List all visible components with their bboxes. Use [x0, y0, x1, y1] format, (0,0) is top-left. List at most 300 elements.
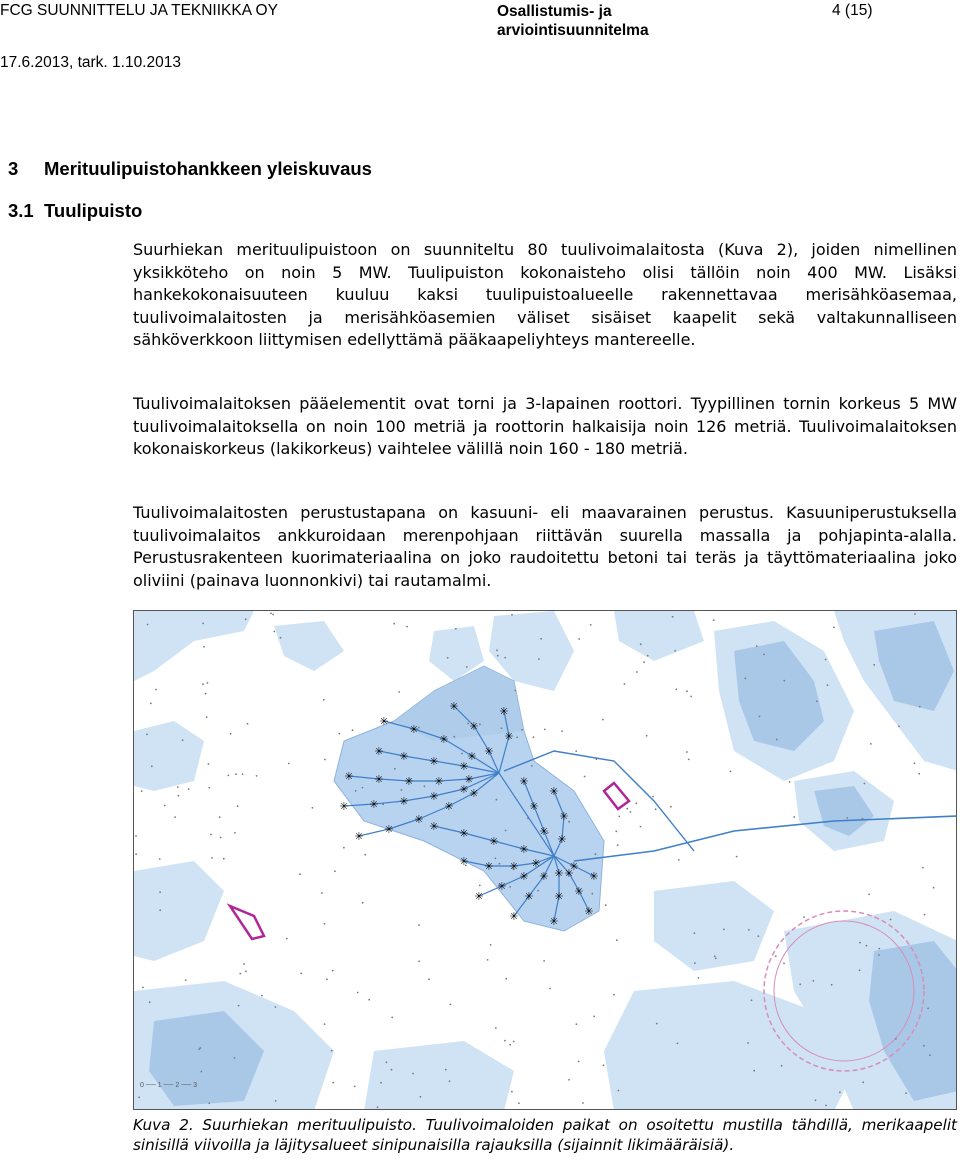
depth-dot — [825, 1105, 827, 1107]
depth-dot — [521, 729, 523, 731]
depth-dot — [870, 743, 872, 745]
turbine-star: ✳ — [574, 885, 584, 898]
turbine-star: ✳ — [379, 715, 389, 728]
depth-dot — [495, 858, 497, 860]
depth-dot — [286, 938, 288, 940]
turbine-star: ✳ — [469, 720, 479, 733]
depth-dot — [496, 799, 498, 801]
depth-dot — [584, 776, 586, 778]
depth-dot — [247, 723, 249, 725]
depth-dot — [714, 955, 716, 957]
depth-dot — [211, 857, 213, 859]
depth-dot — [261, 995, 263, 997]
depth-dot — [918, 773, 920, 775]
depth-dot — [428, 978, 430, 980]
turbine-star: ✳ — [509, 860, 519, 873]
depth-dot — [424, 785, 426, 787]
depth-dot — [355, 790, 357, 792]
depth-dot — [242, 773, 244, 775]
depth-dot — [324, 923, 326, 925]
turbine-star: ✳ — [354, 830, 364, 843]
turbine-star: ✳ — [464, 773, 474, 786]
depth-dot — [678, 859, 680, 861]
turbine-star: ✳ — [509, 910, 519, 923]
depth-dot — [324, 759, 326, 761]
depth-dot — [578, 1061, 580, 1063]
depth-dot — [207, 682, 209, 684]
depth-dot — [636, 671, 638, 673]
depth-dot — [672, 616, 674, 618]
depth-dot — [210, 834, 212, 836]
turbine-star: ✳ — [374, 745, 384, 758]
depth-dot — [827, 684, 829, 686]
turbine-star: ✳ — [459, 827, 469, 840]
depth-dot — [656, 1023, 658, 1025]
depth-dot — [504, 1040, 506, 1042]
depth-dot — [300, 973, 302, 975]
depth-dot — [362, 902, 364, 904]
depth-dot — [338, 733, 340, 735]
depth-dot — [595, 853, 597, 855]
depth-dot — [188, 788, 190, 790]
depth-dot — [905, 1092, 907, 1094]
depth-dot — [490, 944, 492, 946]
turbine-star: ✳ — [484, 745, 494, 758]
depth-dot — [736, 856, 738, 858]
depth-dot — [205, 693, 207, 695]
page-number: 4 (15) — [832, 2, 873, 19]
depth-dot — [406, 626, 408, 628]
depth-dot — [747, 1042, 749, 1044]
turbine-star: ✳ — [459, 783, 469, 796]
depth-dot — [455, 628, 457, 630]
depth-dot — [275, 1006, 277, 1008]
depth-dot — [596, 758, 598, 760]
depth-dot — [864, 783, 866, 785]
turbine-star: ✳ — [429, 755, 439, 768]
document-title — [497, 2, 697, 40]
subsection-number: 3.1 — [8, 200, 34, 221]
depth-dot — [174, 816, 176, 818]
depth-dot — [352, 729, 354, 731]
depth-dot — [288, 763, 290, 765]
turbine-star: ✳ — [439, 733, 449, 746]
depth-dot — [617, 844, 619, 846]
depth-dot — [626, 808, 628, 810]
turbine-star: ✳ — [559, 810, 569, 823]
depth-dot — [923, 1045, 925, 1047]
depth-dot — [927, 1008, 929, 1010]
turbine-star: ✳ — [569, 860, 579, 873]
depth-dot — [230, 733, 232, 735]
depth-dot — [208, 787, 210, 789]
depth-dot — [466, 666, 468, 668]
turbine-star: ✳ — [519, 775, 529, 788]
depth-dot — [394, 768, 396, 770]
depth-dot — [690, 696, 692, 698]
depth-dot — [420, 1096, 422, 1098]
turbine-star: ✳ — [564, 867, 574, 880]
depth-dot — [756, 645, 758, 647]
depth-dot — [635, 802, 637, 804]
subsection-title: Tuulipuisto — [44, 200, 143, 221]
turbine-star: ✳ — [531, 857, 541, 870]
depth-dot — [655, 808, 657, 810]
depth-dot — [135, 835, 137, 837]
depth-dot — [499, 863, 501, 865]
depth-dot — [873, 664, 875, 666]
depth-dot — [839, 1091, 841, 1093]
turbine-star: ✳ — [554, 890, 564, 903]
turbine-star: ✳ — [499, 705, 509, 718]
turbine-star: ✳ — [429, 790, 439, 803]
depth-dot — [142, 987, 144, 989]
depth-dot — [816, 700, 818, 702]
depth-dot — [511, 614, 513, 616]
depth-dot — [228, 775, 230, 777]
depth-dot — [591, 893, 593, 895]
depth-dot — [234, 832, 236, 834]
depth-dot — [362, 787, 364, 789]
depth-dot — [445, 1069, 447, 1071]
depth-dot — [155, 689, 157, 691]
depth-dot — [515, 690, 517, 692]
depth-dot — [505, 978, 507, 980]
depth-dot — [686, 751, 688, 753]
depth-dot — [159, 891, 161, 893]
depth-dot — [149, 1001, 151, 1003]
turbine-star: ✳ — [557, 833, 567, 846]
depth-dot — [177, 786, 179, 788]
depth-dot — [537, 890, 539, 892]
depth-dot — [593, 1016, 595, 1018]
depth-dot — [208, 1102, 210, 1104]
depth-dot — [368, 999, 370, 1001]
depth-dot — [859, 942, 861, 944]
depth-dot — [730, 771, 732, 773]
depth-dot — [256, 775, 258, 777]
depth-dot — [237, 805, 239, 807]
depth-dot — [511, 1091, 513, 1093]
depth-dot — [831, 984, 833, 986]
depth-dot — [803, 916, 805, 918]
depth-dot — [868, 894, 870, 896]
turbine-star: ✳ — [467, 750, 477, 763]
depth-dot — [206, 716, 208, 718]
depth-dot — [398, 691, 400, 693]
depth-dot — [509, 886, 511, 888]
section-number: 3 — [8, 158, 19, 179]
depth-dot — [323, 699, 325, 701]
depth-dot — [326, 978, 328, 980]
depth-dot — [605, 904, 607, 906]
depth-dot — [479, 885, 481, 887]
depth-dot — [243, 963, 245, 965]
section-title: Merituulipuistohankkeen yleiskuvaus — [44, 158, 372, 179]
turbine-star: ✳ — [589, 870, 599, 883]
depth-dot — [479, 723, 481, 725]
page-header — [0, 0, 960, 71]
depth-dot — [751, 999, 753, 1001]
depth-dot — [518, 1102, 520, 1104]
depth-dot — [640, 643, 642, 645]
depth-dot — [220, 837, 222, 839]
depth-dot — [364, 854, 366, 856]
depth-dot — [793, 816, 795, 818]
depth-dot — [135, 853, 137, 855]
depth-dot — [234, 1057, 236, 1059]
depth-dot — [694, 962, 696, 964]
turbine-star: ✳ — [459, 855, 469, 868]
depth-dot — [270, 613, 272, 615]
depth-dot — [159, 909, 161, 911]
depth-dot — [833, 626, 835, 628]
depth-dot — [646, 735, 648, 737]
depth-dot — [924, 914, 926, 916]
depth-dot — [531, 765, 533, 767]
depth-dot — [561, 730, 563, 732]
depth-dot — [624, 683, 626, 685]
document-title-line1: Osallistumis- ja — [497, 3, 612, 20]
depth-dot — [332, 970, 334, 972]
depth-dot — [748, 929, 750, 931]
paragraph-park-overview: Suurhiekan merituulipuistoon on suunniteltu 80 tuulivoimalaitosta (Kuva 2), joiden nimellinen yksikköteho on noin 5 MW. Tuulipuiston kokonaisteho olisi tällöin noin 400 MW. Lisäksi hankekokonaisuuteen kuuluu kaksi tuulipuistoalueelle rakennettavaa merisähköasemaa, tuulivoimalaitosten ja merisähköasemien väliset sisäiset kaapelit sekä valtakunnalliseen sähköverkkoon liittymisen edellyttämä pääkaapeliyhteys mantereelle. — [133, 240, 957, 349]
depth-dot — [219, 816, 221, 818]
depth-dot — [647, 655, 649, 657]
turbine-star: ✳ — [484, 860, 494, 873]
depth-dot — [461, 753, 463, 755]
figure-caption: Kuva 2. Suurhiekan merituulipuisto. Tuulivoimaloiden paikat on osoitettu mustilla tähdillä, merikaapelit sinisillä viivoilla ja läjitysalueet sinipunaisilla rajauksilla (sijainnit likimääräisiä). — [133, 1116, 957, 1154]
depth-dot — [495, 1027, 497, 1029]
depth-dot — [613, 994, 615, 996]
depth-dot — [630, 811, 632, 813]
turbine-star: ✳ — [529, 800, 539, 813]
turbine-star: ✳ — [339, 800, 349, 813]
depth-dot — [757, 935, 759, 937]
depth-dot — [312, 807, 314, 809]
turbine-star: ✳ — [344, 770, 354, 783]
depth-dot — [239, 973, 241, 975]
depth-dot — [919, 706, 921, 708]
turbine-star: ✳ — [474, 890, 484, 903]
nautical-chart — [134, 611, 957, 1110]
document-title-line2: arviointisuunnitelma — [497, 22, 649, 39]
turbine-star: ✳ — [504, 730, 514, 743]
depth-dot — [543, 960, 545, 962]
depth-dot — [533, 736, 535, 738]
depth-dot — [235, 773, 237, 775]
depth-dot — [933, 887, 935, 889]
turbine-star: ✳ — [497, 880, 507, 893]
depth-dot — [789, 781, 791, 783]
depth-dot — [150, 703, 152, 705]
depth-dot — [862, 1081, 864, 1083]
subsection-heading — [8, 200, 142, 222]
depth-dot — [198, 1048, 200, 1050]
depth-dot — [582, 1102, 584, 1104]
turbine-star: ✳ — [459, 760, 469, 773]
depth-dot — [895, 1038, 897, 1040]
depth-dot — [694, 932, 696, 934]
depth-dot — [146, 734, 148, 736]
depth-dot — [698, 977, 700, 979]
depth-dot — [744, 677, 746, 679]
depth-dot — [391, 1017, 393, 1019]
depth-dot — [862, 818, 864, 820]
depth-dot — [929, 1054, 931, 1056]
depth-dot — [859, 969, 861, 971]
depth-dot — [544, 729, 546, 731]
depth-dot — [450, 1004, 452, 1006]
depth-dot — [616, 939, 618, 941]
turbine-star: ✳ — [399, 795, 409, 808]
depth-dot — [164, 805, 166, 807]
turbine-star: ✳ — [489, 835, 499, 848]
depth-dot — [575, 750, 577, 752]
depth-dot — [185, 979, 187, 981]
depth-dot — [890, 919, 892, 921]
turbine-star: ✳ — [384, 823, 394, 836]
depth-dot — [245, 618, 247, 620]
depth-dot — [674, 650, 676, 652]
depth-dot — [576, 1023, 578, 1025]
depth-dot — [898, 725, 900, 727]
depth-dot — [202, 683, 204, 685]
depth-dot — [418, 924, 420, 926]
depth-dot — [505, 830, 507, 832]
depth-dot — [321, 892, 323, 894]
depth-dot — [568, 1079, 570, 1081]
depth-dot — [540, 638, 542, 640]
depth-dot — [813, 980, 815, 982]
depth-dot — [272, 614, 274, 616]
depth-dot — [391, 1069, 393, 1071]
depth-dot — [138, 1096, 140, 1098]
turbine-star: ✳ — [539, 870, 549, 883]
depth-dot — [453, 736, 455, 738]
turbine-star: ✳ — [469, 787, 479, 800]
depth-dot — [447, 657, 449, 659]
depth-dot — [141, 790, 143, 792]
turbine-star: ✳ — [434, 775, 444, 788]
depth-dot — [688, 759, 690, 761]
depth-dot — [208, 763, 210, 765]
depth-dot — [846, 817, 848, 819]
depth-dot — [412, 1073, 414, 1075]
depth-dot — [203, 646, 205, 648]
depth-dot — [677, 1043, 679, 1045]
map-scale-text: 0 ── 1 ── 2 ── 3 — [140, 1082, 197, 1089]
turbine-star: ✳ — [549, 915, 559, 928]
depth-dot — [866, 945, 868, 947]
depth-dot — [878, 954, 880, 956]
turbine-star: ✳ — [404, 775, 414, 788]
depth-dot — [783, 963, 785, 965]
turbine-star: ✳ — [449, 700, 459, 713]
depth-dot — [578, 638, 580, 640]
section-heading — [8, 158, 372, 180]
paragraph-turbine-elements: Tuulivoimalaitoksen pääelementit ovat torni ja 3-lapainen roottori. Tyypillinen tornin korkeus 5 MW tuulivoimalaitoksella on noin 100 metriä ja roottorin halkaisija noin 126 metriä. Tuulivoimalaitoksen kokonaiskorkeus (lakikorkeus) vaihtelee välillä noin 160 - 180 metriä. — [133, 394, 957, 458]
turbine-star: ✳ — [519, 843, 529, 856]
depth-dot — [334, 870, 336, 872]
paragraph-foundation: Tuulivoimalaitosten perustustapana on kasuuni- eli maavarainen perustus. Kasuuniperustuksella tuulivoimalaitos ankkuroidaan merenpohjaan riittävän suurella massalla ja pohjapinta-alalla. Perustusrakenteen kuorimateriaalina on joko raudoitettu betoni tai teräs ja täyttömateriaalina joko oliviini (painava luonnonkivi) tai rautamalmi. — [133, 503, 957, 590]
document-date: 17.6.2013, tark. 1.10.2013 — [0, 54, 181, 71]
depth-dot — [914, 762, 916, 764]
depth-dot — [753, 1070, 755, 1072]
turbine-star: ✳ — [524, 890, 534, 903]
organization-name: FCG SUUNNITTELU JA TEKNIIKKA OY — [0, 2, 278, 19]
depth-dot — [487, 959, 489, 961]
depth-dot — [878, 948, 880, 950]
depth-dot — [332, 1082, 334, 1084]
depth-dot — [825, 659, 827, 661]
depth-dot — [245, 971, 247, 973]
depth-dot — [223, 858, 225, 860]
turbine-star: ✳ — [444, 800, 454, 813]
depth-dot — [386, 1061, 388, 1063]
depth-dot — [715, 958, 717, 960]
depth-dot — [549, 988, 551, 990]
depth-dot — [618, 1090, 620, 1092]
depth-dot — [393, 623, 395, 625]
depth-dot — [618, 816, 620, 818]
depth-dot — [775, 955, 777, 957]
depth-dot — [299, 873, 301, 875]
depth-dot — [603, 1064, 605, 1066]
depth-dot — [331, 1050, 333, 1052]
depth-dot — [675, 688, 677, 690]
depth-dot — [357, 992, 359, 994]
turbine-star: ✳ — [539, 825, 549, 838]
depth-dot — [763, 654, 765, 656]
depth-dot — [147, 624, 149, 626]
depth-dot — [418, 960, 420, 962]
depth-dot — [815, 1099, 817, 1101]
depth-dot — [509, 1044, 511, 1046]
depth-dot — [640, 826, 642, 828]
depth-dot — [538, 658, 540, 660]
turbine-star: ✳ — [584, 905, 594, 918]
turbine-star: ✳ — [369, 798, 379, 811]
depth-dot — [380, 1082, 382, 1084]
depth-dot — [504, 657, 506, 659]
depth-dot — [401, 789, 403, 791]
turbine-star: ✳ — [519, 870, 529, 883]
depth-dot — [776, 739, 778, 741]
turbine-star: ✳ — [429, 820, 439, 833]
depth-dot — [238, 1005, 240, 1007]
depth-dot — [159, 858, 161, 860]
depth-dot — [602, 719, 604, 721]
depth-dot — [922, 867, 924, 869]
depth-dot — [273, 631, 275, 633]
turbine-star: ✳ — [374, 773, 384, 786]
depth-dot — [723, 929, 725, 931]
depth-dot — [513, 1041, 515, 1043]
depth-dot — [652, 796, 654, 798]
depth-dot — [686, 690, 688, 692]
turbine-star: ✳ — [409, 723, 419, 736]
depth-dot — [202, 623, 204, 625]
depth-dot — [182, 739, 184, 741]
depth-dot — [275, 1100, 277, 1102]
depth-dot — [200, 1071, 202, 1073]
depth-dot — [280, 637, 282, 639]
depth-dot — [643, 661, 645, 663]
turbine-star: ✳ — [554, 867, 564, 880]
depth-dot — [799, 983, 801, 985]
depth-dot — [615, 831, 617, 833]
